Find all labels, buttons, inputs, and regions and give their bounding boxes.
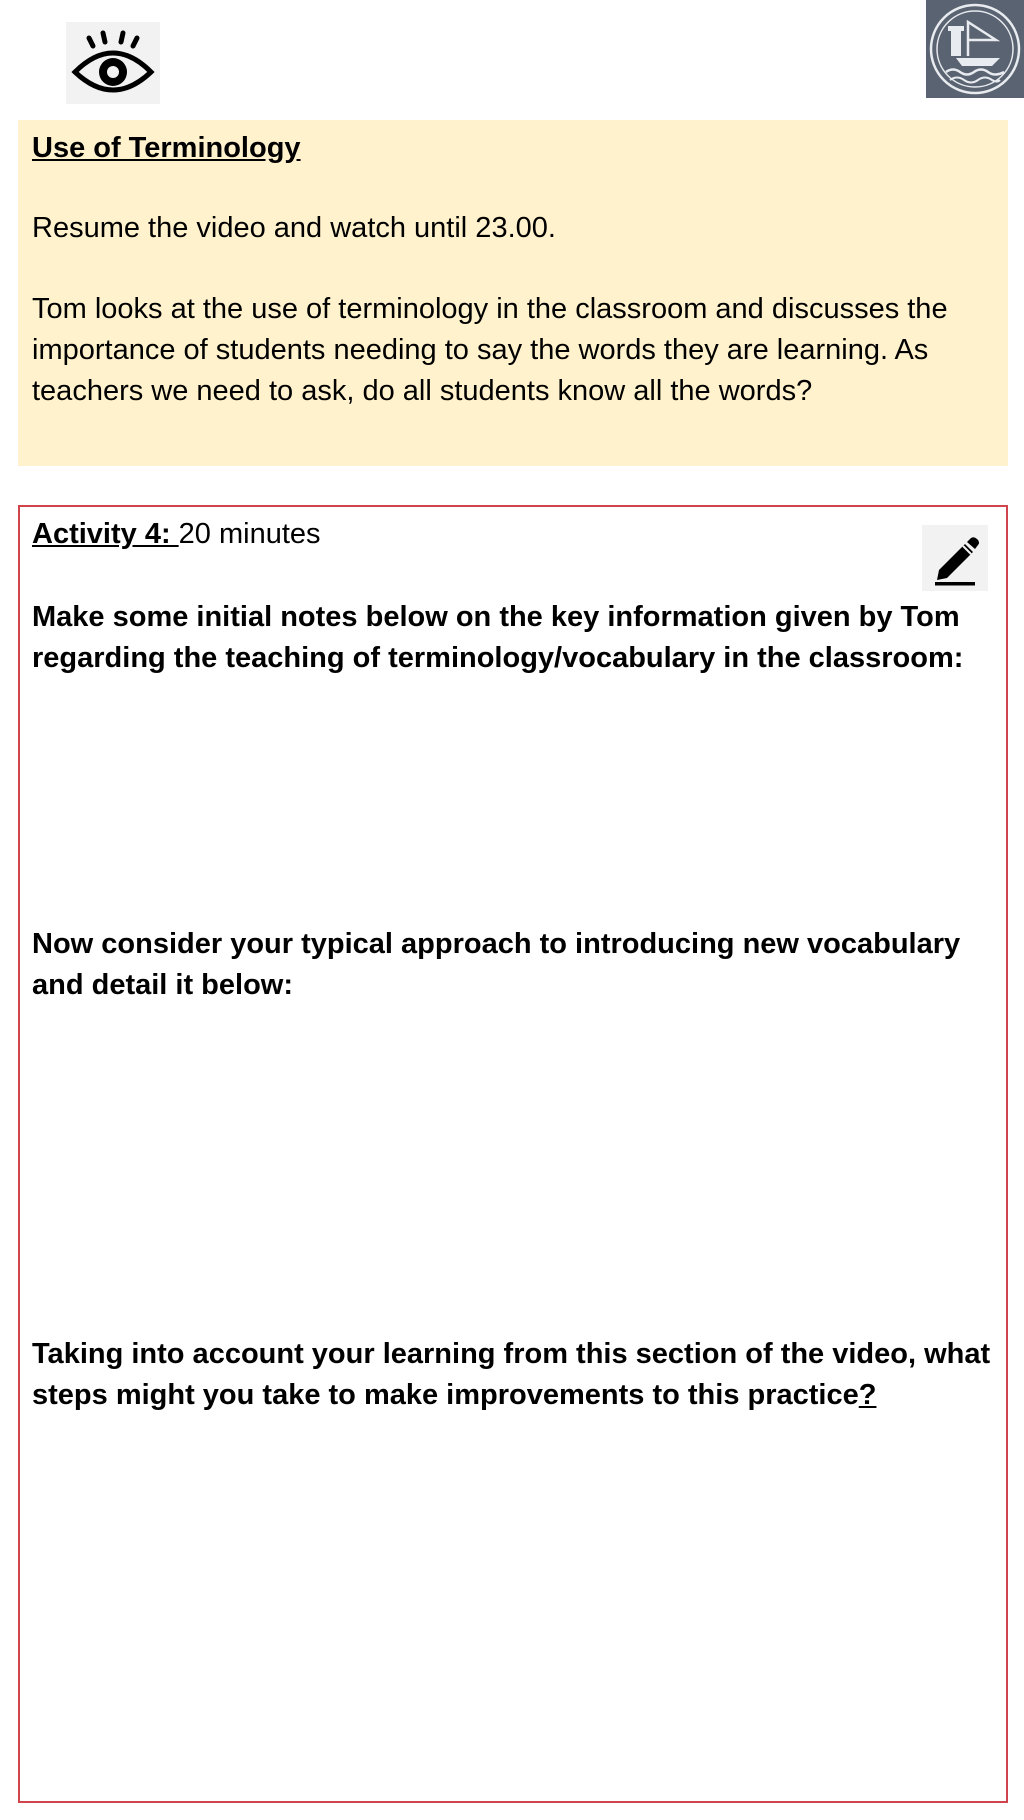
pencil-icon	[922, 525, 988, 591]
question-mark: ?	[858, 1379, 877, 1411]
activity-section	[18, 505, 1008, 1803]
section-heading: Use of Terminology	[32, 132, 301, 164]
instruction-text: Resume the video and watch until 23.00.	[32, 212, 556, 245]
question-improvements-text: Taking into account your learning from this section of the video, what steps might you take to make improvements to this practice	[32, 1338, 991, 1411]
activity-title	[32, 516, 994, 552]
eye-icon	[66, 22, 160, 104]
activity-label: Activity 4:	[32, 518, 179, 550]
intro-section	[18, 120, 1008, 466]
activity-duration: 20 minutes	[178, 518, 321, 550]
description-text: Tom looks at the use of terminology in the classroom and discusses the importance of students needing to say the words they are learning. As teachers we need to ask, do all students know all the words?	[32, 293, 948, 408]
question-typical-approach: Now consider your typical approach to introducing new vocabulary and detail it below:	[32, 928, 961, 1001]
question-key-information: Make some initial notes below on the key information given by Tom regarding the teaching of terminology/vocabulary in the classroom:	[32, 601, 964, 674]
question-improvements	[32, 1334, 1002, 1416]
school-logo	[926, 0, 1024, 98]
